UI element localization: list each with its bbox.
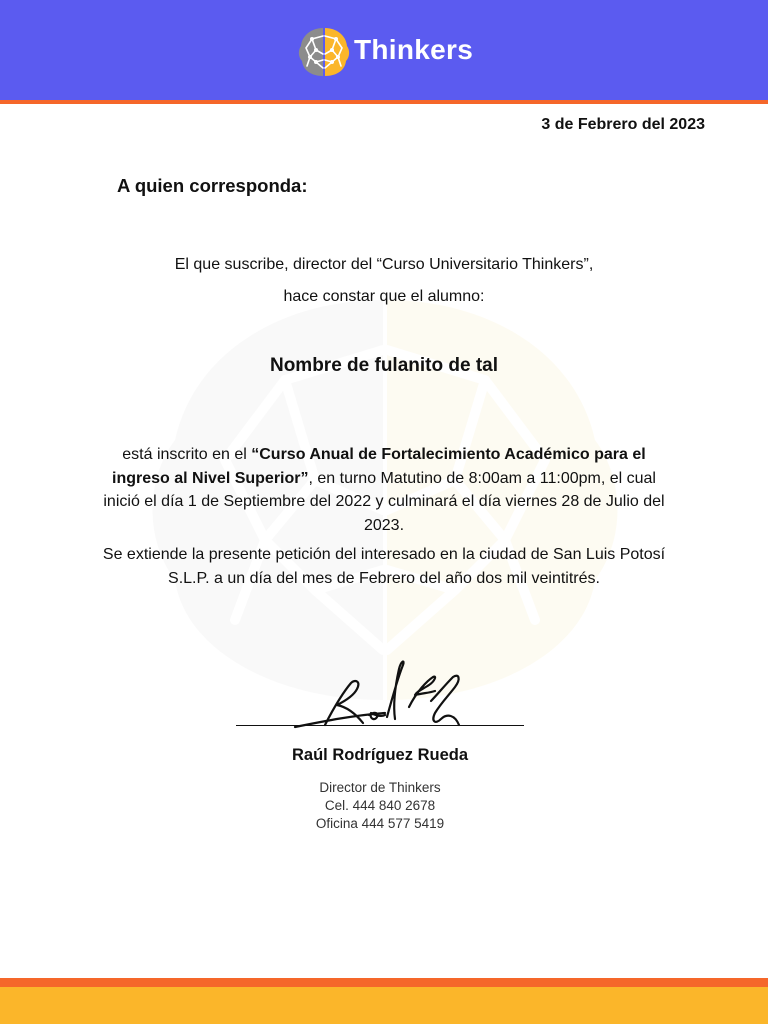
letter-date: 3 de Febrero del 2023 — [541, 116, 705, 133]
brain-icon — [296, 24, 352, 80]
intro-line-1: El que suscribe, director del “Curso Universitario Thinkers”, — [174, 256, 594, 273]
handwritten-signature — [285, 655, 485, 735]
signer-title: Director de Thinkers — [319, 780, 441, 795]
brand-logo — [296, 22, 476, 82]
intro-line-2: hace constar que el alumno: — [283, 288, 485, 305]
course-name: “Curso Anual de Fortalecimiento Académico para el ingreso al Nivel Superior” — [112, 446, 646, 487]
student-name: Nombre de fulanito de tal — [269, 355, 499, 376]
header-banner — [0, 0, 768, 104]
footer-band — [0, 978, 768, 1024]
signature-line — [236, 725, 524, 726]
signer-name: Raúl Rodríguez Rueda — [291, 746, 468, 764]
brand-name: Thinkers — [354, 34, 474, 65]
closing-paragraph: Se extiende la presente petición del interesado en la ciudad de San Luis Potosí S.L.P. a un día del mes de Febrero del año dos mil veintitrés. — [102, 546, 666, 587]
letter-greeting: A quien corresponda: — [117, 175, 308, 196]
signer-office: Oficina 444 577 5419 — [315, 816, 445, 831]
enrollment-paragraph — [95, 443, 673, 537]
enrollment-prefix: está inscrito en el — [122, 446, 252, 463]
signer-phone: Cel. 444 840 2678 — [324, 798, 436, 813]
enrollment-details: , en turno Matutino de 8:00am a 11:00pm, el cual inició el día 1 de Septiembre del 2022 y culminará el día viernes 28 de Julio del 2023. — [103, 469, 665, 534]
